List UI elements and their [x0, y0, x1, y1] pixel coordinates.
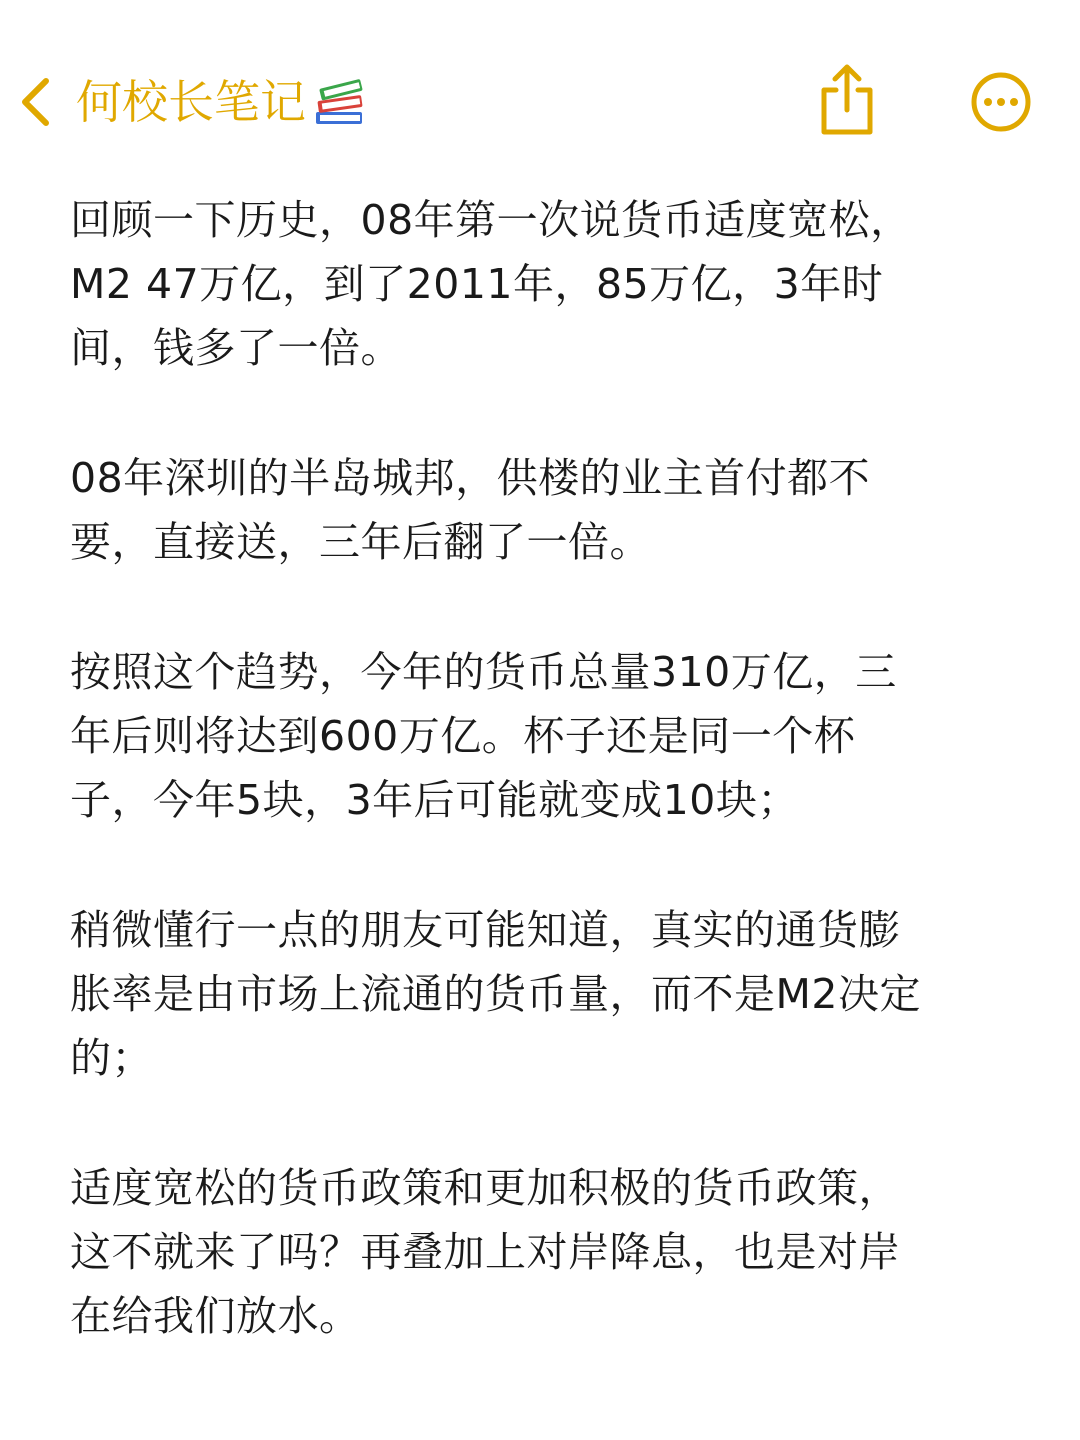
note-paragraph: 稍微懂行一点的朋友可能知道，真实的通货膨 胀率是由市场上流通的货币量，而不是M2决定 的； — [70, 906, 921, 1082]
share-icon — [816, 123, 878, 142]
navigation-bar — [0, 0, 1080, 200]
back-button[interactable] — [18, 72, 368, 132]
note-body[interactable] — [70, 188, 1010, 1414]
note-paragraph: 按照这个趋势，今年的货币总量310万亿，三 年后则将达到600万亿。杯子还是同一个杯 子，今年5块，3年后可能就变成10块； — [70, 648, 897, 824]
note-paragraph: 08年深圳的半岛城邦，供楼的业主首付都不 要，直接送，三年后翻了一倍。 — [70, 454, 871, 566]
note-paragraph: 适度宽松的货币政策和更加积极的货币政策， 这不就来了吗？再叠加上对岸降息，也是对岸 在给我们放水。 — [70, 1164, 900, 1340]
more-icon — [970, 118, 1032, 137]
share-button[interactable] — [816, 62, 878, 138]
chevron-left-icon — [18, 72, 64, 132]
back-label: 何校长笔记 — [76, 75, 306, 129]
note-paragraph: 回顾一下历史，08年第一次说货币适度宽松， M2 47万亿，到了2011年，85万亿，3年时 间，钱多了一倍。 — [70, 196, 912, 372]
more-button[interactable] — [970, 71, 1032, 133]
books-icon — [312, 74, 368, 130]
